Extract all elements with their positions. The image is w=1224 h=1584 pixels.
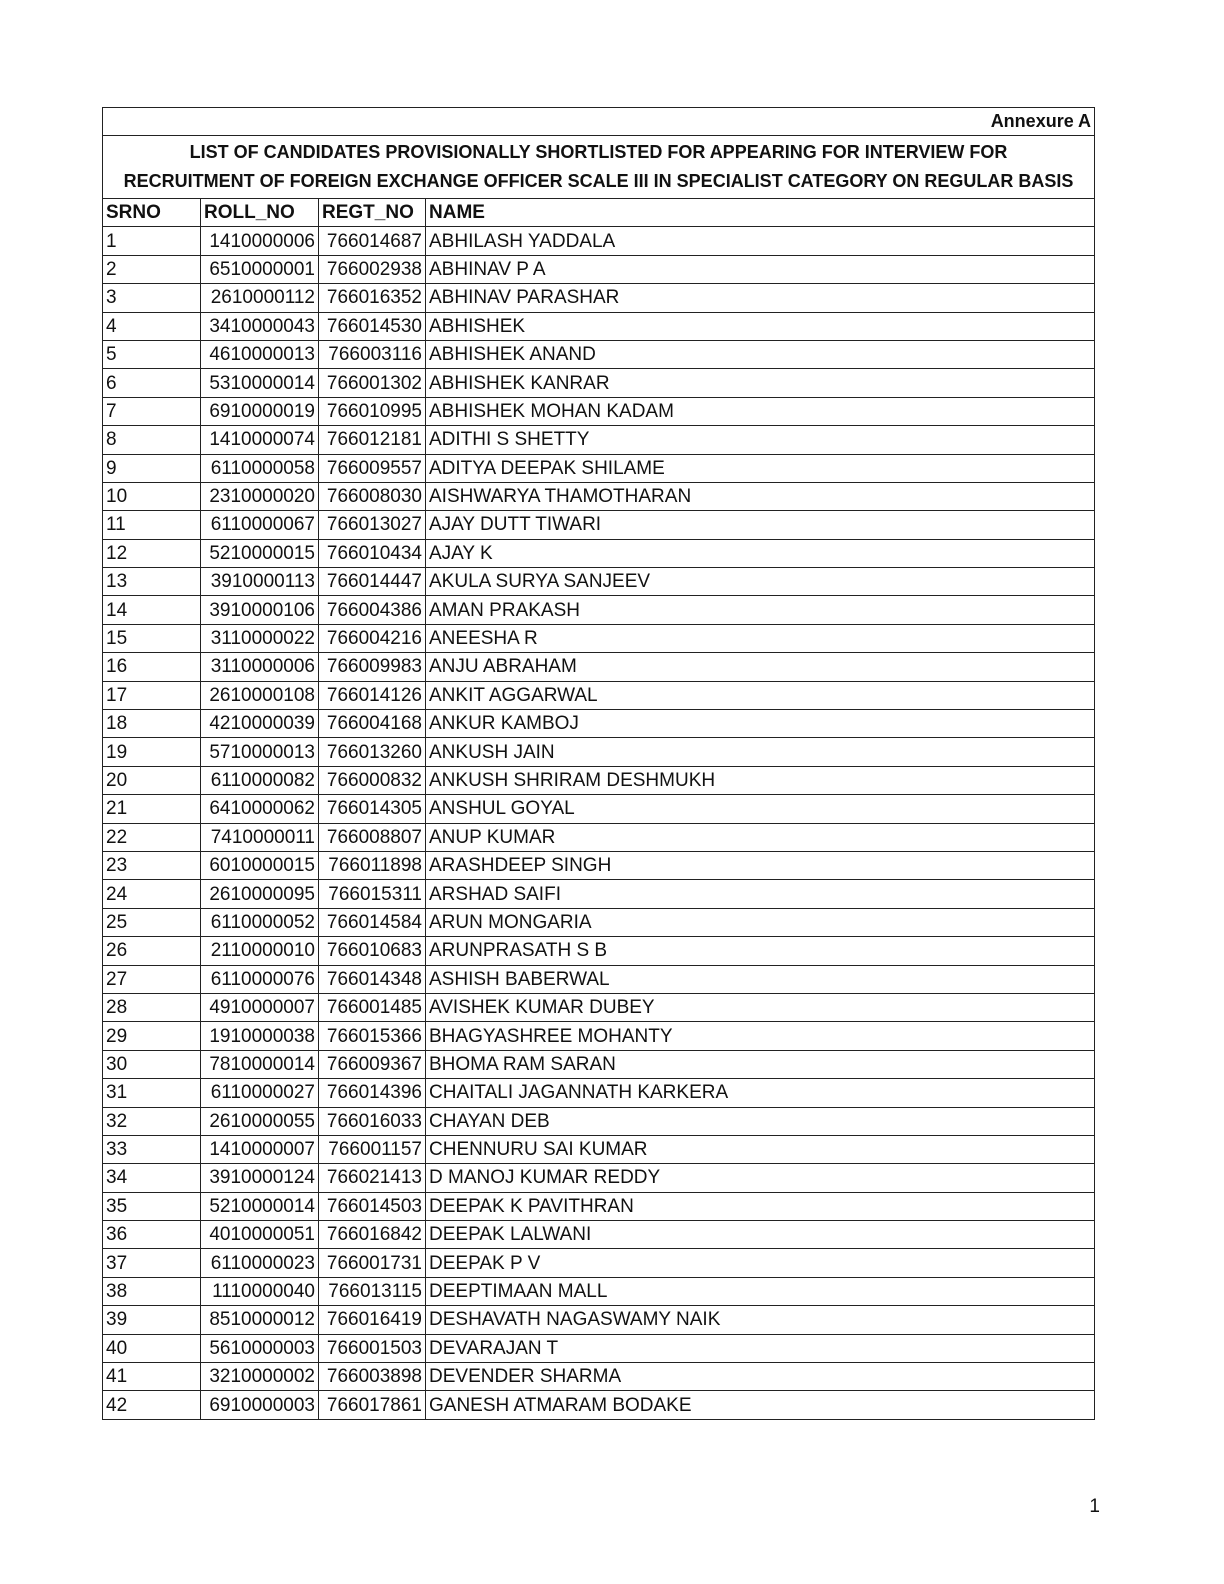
table-row <box>103 908 1095 936</box>
regt-no-cell: 766015366 <box>319 1022 426 1050</box>
column-header-regt-no: REGT_NO <box>319 199 426 227</box>
name-cell: D MANOJ KUMAR REDDY <box>426 1164 1095 1192</box>
srno-cell: 17 <box>103 681 201 709</box>
srno-cell: 7 <box>103 397 201 425</box>
table-row <box>103 369 1095 397</box>
roll-no-cell: 2610000055 <box>201 1107 319 1135</box>
srno-cell: 27 <box>103 965 201 993</box>
name-cell: ANKUSH SHRIRAM DESHMUKH <box>426 766 1095 794</box>
document-title: LIST OF CANDIDATES PROVISIONALLY SHORTLISTED FOR APPEARING FOR INTERVIEW FOR RECRUITMENT OF FOREIGN EXCHANGE OFFICER SCALE III IN SPECIALIST CATEGORY ON REGULAR BASIS <box>103 136 1095 199</box>
table-row <box>103 1391 1095 1419</box>
table-row <box>103 284 1095 312</box>
table-row <box>103 1079 1095 1107</box>
name-cell: DEEPAK K PAVITHRAN <box>426 1192 1095 1220</box>
table-row <box>103 795 1095 823</box>
name-cell: ADITYA DEEPAK SHILAME <box>426 454 1095 482</box>
roll-no-cell: 6110000082 <box>201 766 319 794</box>
roll-no-cell: 5310000014 <box>201 369 319 397</box>
roll-no-cell: 1410000074 <box>201 426 319 454</box>
regt-no-cell: 766013027 <box>319 511 426 539</box>
regt-no-cell: 766004168 <box>319 710 426 738</box>
table-row <box>103 482 1095 510</box>
column-header-roll-no: ROLL_NO <box>201 199 319 227</box>
regt-no-cell: 766014503 <box>319 1192 426 1220</box>
name-cell: ABHISHEK ANAND <box>426 340 1095 368</box>
name-cell: BHAGYASHREE MOHANTY <box>426 1022 1095 1050</box>
roll-no-cell: 4210000039 <box>201 710 319 738</box>
roll-no-cell: 6110000023 <box>201 1249 319 1277</box>
table-row <box>103 227 1095 255</box>
table-row <box>103 568 1095 596</box>
name-cell: CHAITALI JAGANNATH KARKERA <box>426 1079 1095 1107</box>
srno-cell: 30 <box>103 1050 201 1078</box>
annexure-row <box>103 108 1095 136</box>
name-cell: AMAN PRAKASH <box>426 596 1095 624</box>
regt-no-cell: 766016419 <box>319 1306 426 1334</box>
srno-cell: 9 <box>103 454 201 482</box>
srno-cell: 36 <box>103 1221 201 1249</box>
srno-cell: 40 <box>103 1334 201 1362</box>
regt-no-cell: 766016352 <box>319 284 426 312</box>
srno-cell: 15 <box>103 624 201 652</box>
regt-no-cell: 766001157 <box>319 1135 426 1163</box>
name-cell: ANKUR KAMBOJ <box>426 710 1095 738</box>
srno-cell: 39 <box>103 1306 201 1334</box>
regt-no-cell: 766015311 <box>319 880 426 908</box>
table-row <box>103 738 1095 766</box>
name-cell: AKULA SURYA SANJEEV <box>426 568 1095 596</box>
srno-cell: 38 <box>103 1277 201 1305</box>
srno-cell: 4 <box>103 312 201 340</box>
name-cell: DEEPAK P V <box>426 1249 1095 1277</box>
roll-no-cell: 6110000058 <box>201 454 319 482</box>
srno-cell: 32 <box>103 1107 201 1135</box>
table-row <box>103 312 1095 340</box>
regt-no-cell: 766014530 <box>319 312 426 340</box>
roll-no-cell: 5610000003 <box>201 1334 319 1362</box>
name-cell: ANJU ABRAHAM <box>426 653 1095 681</box>
name-cell: ARSHAD SAIFI <box>426 880 1095 908</box>
roll-no-cell: 2610000108 <box>201 681 319 709</box>
table-row <box>103 653 1095 681</box>
name-cell: ABHISHEK MOHAN KADAM <box>426 397 1095 425</box>
srno-cell: 35 <box>103 1192 201 1220</box>
page-number: 1 <box>1089 1496 1100 1517</box>
regt-no-cell: 766001731 <box>319 1249 426 1277</box>
roll-no-cell: 6110000052 <box>201 908 319 936</box>
name-cell: ANUP KUMAR <box>426 823 1095 851</box>
srno-cell: 31 <box>103 1079 201 1107</box>
roll-no-cell: 3910000113 <box>201 568 319 596</box>
roll-no-cell: 4010000051 <box>201 1221 319 1249</box>
roll-no-cell: 2310000020 <box>201 482 319 510</box>
srno-cell: 10 <box>103 482 201 510</box>
table-row <box>103 1164 1095 1192</box>
name-cell: DEVENDER SHARMA <box>426 1363 1095 1391</box>
name-cell: AVISHEK KUMAR DUBEY <box>426 993 1095 1021</box>
regt-no-cell: 766004216 <box>319 624 426 652</box>
regt-no-cell: 766016842 <box>319 1221 426 1249</box>
srno-cell: 20 <box>103 766 201 794</box>
table-row <box>103 766 1095 794</box>
name-cell: CHAYAN DEB <box>426 1107 1095 1135</box>
srno-cell: 12 <box>103 539 201 567</box>
name-cell: ANKIT AGGARWAL <box>426 681 1095 709</box>
roll-no-cell: 5710000013 <box>201 738 319 766</box>
table-body <box>103 227 1095 1419</box>
name-cell: ANSHUL GOYAL <box>426 795 1095 823</box>
table-row <box>103 880 1095 908</box>
regt-no-cell: 766001503 <box>319 1334 426 1362</box>
roll-no-cell: 6910000019 <box>201 397 319 425</box>
name-cell: ABHINAV P A <box>426 255 1095 283</box>
table-row <box>103 965 1095 993</box>
regt-no-cell: 766003116 <box>319 340 426 368</box>
table-row <box>103 1192 1095 1220</box>
roll-no-cell: 3210000002 <box>201 1363 319 1391</box>
table-row <box>103 1107 1095 1135</box>
candidates-table <box>102 107 1095 1420</box>
table-row <box>103 681 1095 709</box>
table-row <box>103 255 1095 283</box>
table-row <box>103 511 1095 539</box>
roll-no-cell: 8510000012 <box>201 1306 319 1334</box>
srno-cell: 42 <box>103 1391 201 1419</box>
table-row <box>103 851 1095 879</box>
regt-no-cell: 766009367 <box>319 1050 426 1078</box>
srno-cell: 26 <box>103 937 201 965</box>
srno-cell: 33 <box>103 1135 201 1163</box>
regt-no-cell: 766003898 <box>319 1363 426 1391</box>
name-cell: ANKUSH JAIN <box>426 738 1095 766</box>
srno-cell: 19 <box>103 738 201 766</box>
regt-no-cell: 766008807 <box>319 823 426 851</box>
table-row <box>103 710 1095 738</box>
name-cell: DEVARAJAN T <box>426 1334 1095 1362</box>
table-row <box>103 1050 1095 1078</box>
name-cell: AJAY K <box>426 539 1095 567</box>
name-cell: ADITHI S SHETTY <box>426 426 1095 454</box>
srno-cell: 18 <box>103 710 201 738</box>
regt-no-cell: 766014687 <box>319 227 426 255</box>
srno-cell: 29 <box>103 1022 201 1050</box>
name-cell: DESHAVATH NAGASWAMY NAIK <box>426 1306 1095 1334</box>
srno-cell: 23 <box>103 851 201 879</box>
table-row <box>103 539 1095 567</box>
name-cell: ABHISHEK <box>426 312 1095 340</box>
roll-no-cell: 6110000067 <box>201 511 319 539</box>
regt-no-cell: 766002938 <box>319 255 426 283</box>
table-row <box>103 993 1095 1021</box>
roll-no-cell: 3910000106 <box>201 596 319 624</box>
table-row <box>103 1334 1095 1362</box>
table-row <box>103 454 1095 482</box>
regt-no-cell: 766004386 <box>319 596 426 624</box>
srno-cell: 21 <box>103 795 201 823</box>
name-cell: ABHINAV PARASHAR <box>426 284 1095 312</box>
header-row <box>103 199 1095 227</box>
srno-cell: 13 <box>103 568 201 596</box>
regt-no-cell: 766014305 <box>319 795 426 823</box>
srno-cell: 3 <box>103 284 201 312</box>
srno-cell: 24 <box>103 880 201 908</box>
srno-cell: 2 <box>103 255 201 283</box>
regt-no-cell: 766010434 <box>319 539 426 567</box>
table-row <box>103 1135 1095 1163</box>
table-row <box>103 340 1095 368</box>
table-row <box>103 397 1095 425</box>
regt-no-cell: 766001302 <box>319 369 426 397</box>
roll-no-cell: 6110000076 <box>201 965 319 993</box>
table-row <box>103 1306 1095 1334</box>
roll-no-cell: 6910000003 <box>201 1391 319 1419</box>
name-cell: AISHWARYA THAMOTHARAN <box>426 482 1095 510</box>
srno-cell: 25 <box>103 908 201 936</box>
roll-no-cell: 1910000038 <box>201 1022 319 1050</box>
name-cell: DEEPAK LALWANI <box>426 1221 1095 1249</box>
roll-no-cell: 3410000043 <box>201 312 319 340</box>
roll-no-cell: 1110000040 <box>201 1277 319 1305</box>
roll-no-cell: 2110000010 <box>201 937 319 965</box>
roll-no-cell: 7410000011 <box>201 823 319 851</box>
roll-no-cell: 3110000022 <box>201 624 319 652</box>
regt-no-cell: 766013115 <box>319 1277 426 1305</box>
regt-no-cell: 766008030 <box>319 482 426 510</box>
name-cell: GANESH ATMARAM BODAKE <box>426 1391 1095 1419</box>
roll-no-cell: 4910000007 <box>201 993 319 1021</box>
name-cell: AJAY DUTT TIWARI <box>426 511 1095 539</box>
name-cell: ANEESHA R <box>426 624 1095 652</box>
roll-no-cell: 5210000015 <box>201 539 319 567</box>
regt-no-cell: 766009557 <box>319 454 426 482</box>
table-row <box>103 624 1095 652</box>
table-row <box>103 596 1095 624</box>
column-header-srno: SRNO <box>103 199 201 227</box>
regt-no-cell: 766010683 <box>319 937 426 965</box>
srno-cell: 16 <box>103 653 201 681</box>
table-row <box>103 823 1095 851</box>
regt-no-cell: 766016033 <box>319 1107 426 1135</box>
srno-cell: 41 <box>103 1363 201 1391</box>
regt-no-cell: 766014447 <box>319 568 426 596</box>
srno-cell: 37 <box>103 1249 201 1277</box>
table-row <box>103 1022 1095 1050</box>
srno-cell: 1 <box>103 227 201 255</box>
regt-no-cell: 766001485 <box>319 993 426 1021</box>
name-cell: ARASHDEEP SINGH <box>426 851 1095 879</box>
table-row <box>103 1363 1095 1391</box>
name-cell: CHENNURU SAI KUMAR <box>426 1135 1095 1163</box>
regt-no-cell: 766014584 <box>319 908 426 936</box>
column-header-name: NAME <box>426 199 1095 227</box>
name-cell: ABHILASH YADDALA <box>426 227 1095 255</box>
table-row <box>103 1221 1095 1249</box>
roll-no-cell: 7810000014 <box>201 1050 319 1078</box>
table-row <box>103 1249 1095 1277</box>
name-cell: ABHISHEK KANRAR <box>426 369 1095 397</box>
annexure-label: Annexure A <box>103 108 1095 136</box>
roll-no-cell: 6010000015 <box>201 851 319 879</box>
regt-no-cell: 766017861 <box>319 1391 426 1419</box>
regt-no-cell: 766021413 <box>319 1164 426 1192</box>
roll-no-cell: 2610000095 <box>201 880 319 908</box>
regt-no-cell: 766012181 <box>319 426 426 454</box>
regt-no-cell: 766011898 <box>319 851 426 879</box>
regt-no-cell: 766010995 <box>319 397 426 425</box>
table-row <box>103 426 1095 454</box>
srno-cell: 22 <box>103 823 201 851</box>
srno-cell: 5 <box>103 340 201 368</box>
srno-cell: 11 <box>103 511 201 539</box>
srno-cell: 28 <box>103 993 201 1021</box>
srno-cell: 8 <box>103 426 201 454</box>
srno-cell: 6 <box>103 369 201 397</box>
roll-no-cell: 3910000124 <box>201 1164 319 1192</box>
name-cell: BHOMA RAM SARAN <box>426 1050 1095 1078</box>
regt-no-cell: 766014126 <box>319 681 426 709</box>
name-cell: ASHISH BABERWAL <box>426 965 1095 993</box>
roll-no-cell: 6510000001 <box>201 255 319 283</box>
roll-no-cell: 5210000014 <box>201 1192 319 1220</box>
title-row <box>103 136 1095 199</box>
roll-no-cell: 4610000013 <box>201 340 319 368</box>
roll-no-cell: 6110000027 <box>201 1079 319 1107</box>
roll-no-cell: 1410000006 <box>201 227 319 255</box>
regt-no-cell: 766014348 <box>319 965 426 993</box>
table-row <box>103 937 1095 965</box>
regt-no-cell: 766014396 <box>319 1079 426 1107</box>
srno-cell: 34 <box>103 1164 201 1192</box>
srno-cell: 14 <box>103 596 201 624</box>
name-cell: ARUN MONGARIA <box>426 908 1095 936</box>
roll-no-cell: 1410000007 <box>201 1135 319 1163</box>
name-cell: DEEPTIMAAN MALL <box>426 1277 1095 1305</box>
regt-no-cell: 766009983 <box>319 653 426 681</box>
table-row <box>103 1277 1095 1305</box>
regt-no-cell: 766013260 <box>319 738 426 766</box>
roll-no-cell: 6410000062 <box>201 795 319 823</box>
roll-no-cell: 3110000006 <box>201 653 319 681</box>
roll-no-cell: 2610000112 <box>201 284 319 312</box>
regt-no-cell: 766000832 <box>319 766 426 794</box>
name-cell: ARUNPRASATH S B <box>426 937 1095 965</box>
